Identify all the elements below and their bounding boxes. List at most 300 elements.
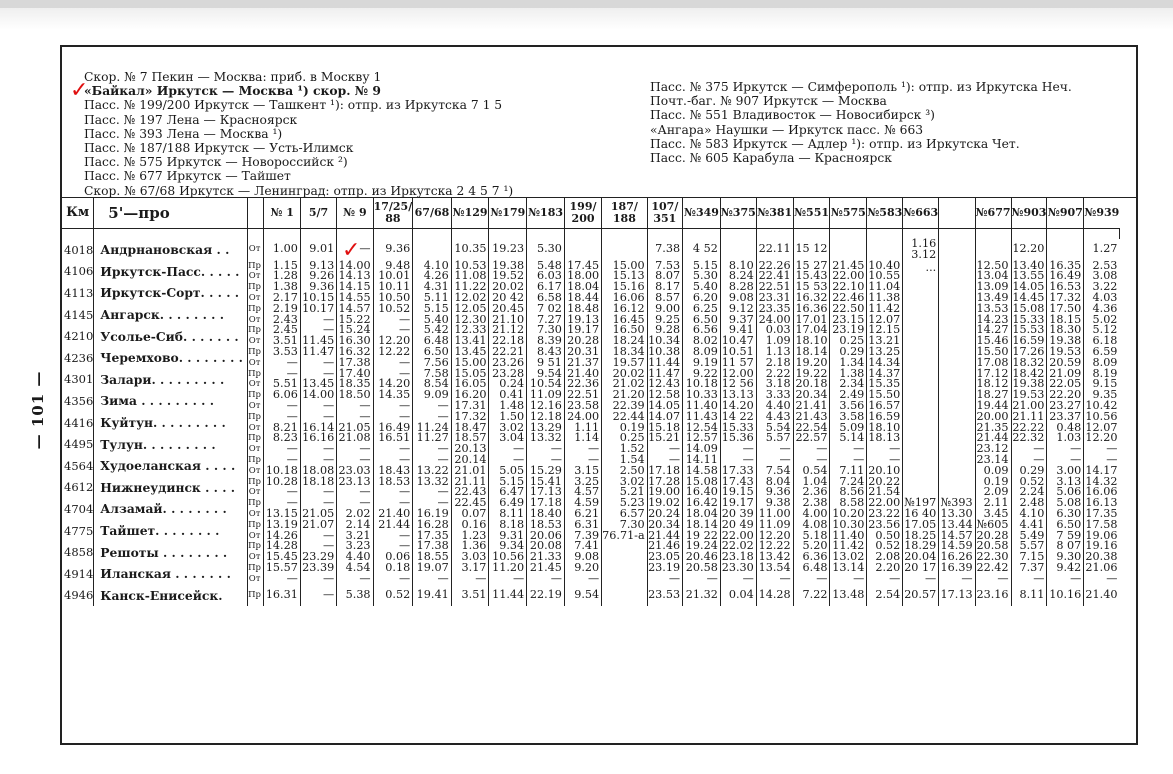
time-cell bbox=[720, 560, 756, 585]
time-cell bbox=[373, 390, 413, 412]
time-cell bbox=[564, 474, 601, 499]
time-value: 7.56 bbox=[423, 355, 449, 369]
time-value: — bbox=[1070, 442, 1082, 456]
time-cell bbox=[602, 517, 647, 542]
time-value: 1.54 bbox=[619, 452, 645, 466]
time-value: 7.37 bbox=[1019, 560, 1045, 574]
time-value: 0.18 bbox=[385, 560, 411, 574]
train-number-lower: 351 bbox=[653, 211, 677, 225]
spacer-cell bbox=[373, 229, 413, 240]
time-value: 18.48 bbox=[567, 301, 600, 315]
time-value: 11.27 bbox=[416, 431, 449, 445]
time-value: 10.55 bbox=[868, 269, 901, 283]
time-value: 8.09 bbox=[692, 344, 718, 358]
time-value: 20.46 bbox=[685, 550, 718, 564]
time-cell bbox=[373, 239, 413, 261]
time-value: — bbox=[359, 398, 371, 412]
time-value: 1.52 bbox=[619, 442, 645, 456]
time-value: 13.44 bbox=[940, 517, 973, 531]
time-cell bbox=[337, 541, 373, 563]
time-value: 3.51 bbox=[461, 587, 487, 601]
time-value: 8.43 bbox=[536, 344, 562, 358]
time-cell bbox=[602, 366, 647, 391]
time-value: 12.54 bbox=[685, 420, 718, 434]
note-line: «Байкал» Иркутск — Москва ¹) скор. № 9 bbox=[84, 83, 381, 99]
time-cell bbox=[300, 301, 336, 326]
time-value: 8.39 bbox=[536, 334, 562, 348]
time-value: — bbox=[323, 485, 335, 499]
time-value: 9.15 bbox=[1092, 377, 1118, 391]
time-cell bbox=[867, 325, 903, 347]
time-cell bbox=[903, 347, 939, 369]
time-value: 10.18 bbox=[685, 377, 718, 391]
time-value: 23.26 bbox=[492, 355, 525, 369]
time-cell bbox=[830, 452, 867, 477]
station-name: Иланская . . . . . . . bbox=[94, 563, 247, 585]
time-value: 7 59 bbox=[1056, 528, 1082, 542]
time-value: 1.00 bbox=[272, 242, 298, 256]
time-cell bbox=[602, 390, 647, 412]
marker-text: От bbox=[248, 244, 261, 255]
time-value: 23.31 bbox=[758, 290, 791, 304]
marker-text: Пр bbox=[248, 411, 261, 422]
marker-text: От bbox=[248, 444, 261, 455]
arrival-departure-marker bbox=[247, 261, 264, 283]
time-value: 7.22 bbox=[802, 587, 828, 601]
time-cell bbox=[720, 517, 756, 542]
time-value: — bbox=[668, 571, 681, 585]
time-cell bbox=[300, 390, 336, 412]
arrival-departure-marker bbox=[247, 325, 264, 347]
time-value: 16.14 bbox=[302, 420, 335, 434]
time-value: 9.01 bbox=[309, 242, 335, 256]
time-value: 22.22 bbox=[1012, 420, 1045, 434]
time-cell bbox=[564, 585, 601, 607]
time-value: 11.45 bbox=[302, 334, 335, 348]
time-value: 6.59 bbox=[1092, 344, 1118, 358]
train-notes bbox=[62, 47, 1136, 198]
time-value: 18.42 bbox=[1012, 366, 1045, 380]
time-cell bbox=[300, 433, 336, 455]
time-value: 10.56 bbox=[492, 550, 525, 564]
time-cell bbox=[939, 498, 975, 520]
time-cell bbox=[683, 560, 721, 585]
time-cell bbox=[720, 474, 756, 499]
time-value: 18.10 bbox=[795, 334, 828, 348]
time-value: — bbox=[359, 571, 371, 585]
time-value: 0.54 bbox=[802, 463, 828, 477]
time-cell bbox=[1047, 301, 1084, 326]
time-value: 15.22 bbox=[338, 312, 371, 326]
time-value: 19.57 bbox=[612, 355, 645, 369]
km-header: Км bbox=[62, 197, 94, 229]
time-value: 15.18 bbox=[648, 420, 681, 434]
time-cell bbox=[830, 498, 867, 520]
time-cell bbox=[647, 325, 682, 347]
time-value: 1.16 bbox=[911, 237, 937, 250]
time-value: 18.44 bbox=[567, 290, 600, 304]
time-cell bbox=[564, 282, 601, 304]
time-cell bbox=[903, 304, 939, 326]
time-cell bbox=[939, 517, 975, 542]
time-cell bbox=[903, 325, 939, 347]
marker-text: Пр bbox=[248, 282, 261, 293]
time-value: 19.23 bbox=[492, 242, 525, 256]
station-name: Залари. . . . . . . . . bbox=[94, 369, 247, 391]
time-value: 18.40 bbox=[529, 506, 562, 520]
time-value: 14.13 bbox=[338, 269, 371, 283]
time-cell bbox=[373, 409, 413, 434]
time-cell bbox=[413, 560, 451, 585]
time-cell bbox=[564, 560, 601, 585]
time-value: — bbox=[742, 452, 754, 466]
time-value: 2.19 bbox=[272, 301, 298, 315]
spacer-cell bbox=[683, 229, 721, 240]
time-value: 23.35 bbox=[758, 301, 791, 315]
spacer-cell bbox=[451, 229, 489, 240]
time-value: 18.57 bbox=[454, 431, 487, 445]
time-value: 7.41 bbox=[574, 539, 600, 553]
time-value: 22.19 bbox=[529, 587, 562, 601]
time-value: 16.35 bbox=[1049, 258, 1082, 272]
time-value: 12.20 bbox=[378, 334, 411, 348]
km-cell: 4301 bbox=[64, 372, 94, 387]
time-value: 5.23 bbox=[619, 496, 645, 510]
time-cell bbox=[489, 344, 527, 369]
time-value: 18.08 bbox=[302, 463, 335, 477]
time-cell bbox=[300, 560, 336, 585]
time-value: 5.20 bbox=[802, 539, 828, 553]
time-cell bbox=[300, 366, 336, 391]
time-value: 6.06 bbox=[272, 388, 298, 402]
time-cell bbox=[830, 258, 867, 283]
time-value: — bbox=[706, 571, 718, 585]
time-cell bbox=[903, 541, 939, 563]
time-value: 16.20 bbox=[454, 388, 487, 402]
marker-text: Пр bbox=[248, 562, 261, 573]
time-cell bbox=[903, 239, 939, 261]
time-cell bbox=[264, 301, 300, 326]
time-value: — bbox=[323, 496, 335, 510]
time-cell bbox=[527, 452, 565, 477]
train-number-header: №183 bbox=[527, 197, 565, 229]
time-value: 12.43 bbox=[648, 377, 681, 391]
time-cell bbox=[756, 560, 793, 585]
time-value: 10.53 bbox=[454, 258, 487, 272]
time-cell bbox=[903, 261, 939, 283]
time-cell bbox=[867, 344, 903, 369]
time-value: 5.05 bbox=[499, 463, 525, 477]
time-value: 9.37 bbox=[728, 312, 754, 326]
time-value: 5.18 bbox=[802, 528, 828, 542]
time-value: 21.40 bbox=[378, 506, 411, 520]
time-value: 14.15 bbox=[338, 280, 371, 294]
time-cell bbox=[830, 239, 867, 261]
train-number-header: 67/68 bbox=[413, 197, 451, 229]
time-value: 18.04 bbox=[567, 280, 600, 294]
time-cell bbox=[264, 560, 300, 585]
time-cell bbox=[300, 325, 336, 347]
time-value: 7.30 bbox=[536, 323, 562, 337]
time-cell bbox=[337, 452, 373, 477]
train-number-upper: 107/ bbox=[651, 199, 679, 213]
time-value: 6.49 bbox=[499, 496, 525, 510]
time-value: 2.53 bbox=[1092, 258, 1118, 272]
time-value: 21.41 bbox=[795, 398, 828, 412]
time-value: 5.40 bbox=[692, 280, 718, 294]
time-value: 13.32 bbox=[529, 431, 562, 445]
time-value: 17.08 bbox=[976, 355, 1009, 369]
time-value: 21.00 bbox=[1012, 398, 1045, 412]
time-value: 2.34 bbox=[839, 377, 865, 391]
time-cell bbox=[793, 325, 830, 347]
time-cell bbox=[602, 433, 647, 455]
time-value: 23.39 bbox=[302, 560, 335, 574]
station-name: Нижнеудинск . . . . bbox=[94, 477, 247, 499]
time-value: 19.17 bbox=[567, 323, 600, 337]
time-cell bbox=[337, 258, 373, 283]
time-value: 23.14 bbox=[976, 452, 1009, 466]
time-cell bbox=[602, 541, 647, 563]
time-value: 21.20 bbox=[612, 388, 645, 402]
time-value: 19.44 bbox=[976, 398, 1009, 412]
time-cell bbox=[683, 282, 721, 304]
time-value: 16.06 bbox=[612, 290, 645, 304]
time-value: — bbox=[668, 452, 681, 466]
time-value: 12.20 bbox=[758, 528, 791, 542]
time-cell bbox=[337, 498, 373, 520]
station-name: Канск-Енисейск. bbox=[94, 585, 247, 607]
time-value: 9.08 bbox=[574, 550, 600, 564]
time-cell bbox=[451, 239, 489, 261]
time-cell bbox=[1084, 585, 1120, 607]
time-value: 14.05 bbox=[1012, 280, 1045, 294]
station-name: Решоты . . . . . . . . bbox=[94, 541, 247, 563]
time-cell bbox=[903, 412, 939, 434]
time-cell bbox=[300, 344, 336, 369]
time-cell bbox=[489, 452, 527, 477]
time-value: — bbox=[587, 452, 600, 466]
time-value: — bbox=[323, 409, 335, 423]
time-cell bbox=[1047, 282, 1084, 304]
time-value: 0.06 bbox=[385, 550, 411, 564]
time-value: 15 27 bbox=[795, 258, 828, 272]
time-value: 12.57 bbox=[685, 431, 718, 445]
time-cell bbox=[1011, 325, 1047, 347]
time-cell bbox=[1011, 498, 1047, 520]
marker-text: От bbox=[248, 357, 261, 368]
time-cell bbox=[939, 541, 975, 563]
time-cell bbox=[1011, 390, 1047, 412]
time-value: 21.54 bbox=[868, 485, 901, 499]
time-cell bbox=[527, 498, 565, 520]
marker-text: От bbox=[248, 552, 261, 563]
time-cell bbox=[264, 541, 300, 563]
time-value: 22.41 bbox=[758, 269, 791, 283]
time-value: 17.04 bbox=[795, 323, 828, 337]
train-number-header: №663 bbox=[903, 197, 939, 229]
time-value: 9.20 bbox=[574, 560, 600, 574]
time-value: 8.23 bbox=[272, 431, 298, 445]
time-cell bbox=[1084, 517, 1120, 542]
arrival-departure-marker bbox=[247, 369, 264, 391]
time-value: 23.22 bbox=[868, 506, 901, 520]
time-value: — bbox=[475, 571, 487, 585]
time-value: 5.15 bbox=[499, 474, 525, 488]
time-value: 6.58 bbox=[536, 290, 562, 304]
time-cell bbox=[647, 498, 682, 520]
time-value: 16.12 bbox=[612, 301, 645, 315]
time-cell bbox=[720, 344, 756, 369]
time-value: 5.57 bbox=[765, 431, 791, 445]
time-cell bbox=[720, 366, 756, 391]
time-cell bbox=[1047, 366, 1084, 391]
km-cell: 4564 bbox=[64, 458, 94, 473]
time-value: 18.04 bbox=[685, 506, 718, 520]
time-value: 18.18 bbox=[302, 474, 335, 488]
time-cell bbox=[683, 541, 721, 563]
marker-text: Пр bbox=[248, 260, 261, 271]
time-value: 5.48 bbox=[536, 258, 562, 272]
time-cell bbox=[337, 325, 373, 347]
time-value: 10.33 bbox=[685, 388, 718, 402]
table-row bbox=[62, 520, 1136, 542]
time-cell bbox=[1011, 258, 1047, 283]
time-cell bbox=[337, 517, 373, 542]
time-value: 9 51 bbox=[536, 355, 562, 369]
time-cell bbox=[939, 369, 975, 391]
station-name: Андрнановская . . bbox=[94, 239, 247, 261]
time-value: 1.15 bbox=[272, 258, 298, 272]
time-cell bbox=[756, 409, 793, 434]
time-value: 8.02 bbox=[692, 334, 718, 348]
time-cell bbox=[647, 409, 682, 434]
time-cell bbox=[451, 366, 489, 391]
time-value: 14.23 bbox=[976, 312, 1009, 326]
time-value: 11.40 bbox=[685, 398, 718, 412]
time-cell bbox=[1011, 409, 1047, 434]
time-value: 19.52 bbox=[492, 269, 525, 283]
time-cell bbox=[527, 517, 565, 542]
time-value: — bbox=[1070, 452, 1082, 466]
time-value: 1.23 bbox=[461, 528, 487, 542]
time-value: 0.25 bbox=[839, 334, 865, 348]
time-value: — bbox=[437, 571, 449, 585]
time-value: 13.04 bbox=[976, 269, 1009, 283]
time-cell bbox=[602, 301, 647, 326]
time-cell bbox=[489, 498, 527, 520]
spacer-cell bbox=[975, 229, 1011, 240]
time-cell bbox=[975, 390, 1011, 412]
time-value: — bbox=[779, 452, 791, 466]
time-cell bbox=[300, 517, 336, 542]
note-line: Пасс. № 677 Иркутск — Тайшет bbox=[84, 169, 291, 184]
note-line: Пасс. № 197 Лена — Красноярск bbox=[84, 112, 298, 127]
time-value: 21.01 bbox=[454, 463, 487, 477]
time-value: 20.18 bbox=[795, 377, 828, 391]
time-cell bbox=[1084, 452, 1120, 477]
time-cell bbox=[939, 239, 975, 261]
km-cell: 4236 bbox=[64, 350, 94, 365]
time-value: — bbox=[286, 485, 298, 499]
train-number-header: №575 bbox=[830, 197, 867, 229]
time-cell bbox=[756, 541, 793, 563]
time-value: 21.10 bbox=[492, 312, 525, 326]
time-cell bbox=[720, 409, 756, 434]
arrival-departure-marker bbox=[247, 239, 264, 261]
station-name: Ангарск. . . . . . . . bbox=[94, 304, 247, 326]
time-cell bbox=[264, 282, 300, 304]
time-cell bbox=[683, 498, 721, 520]
time-value: 13.32 bbox=[416, 474, 449, 488]
time-value: 19.07 bbox=[416, 560, 449, 574]
time-cell bbox=[756, 282, 793, 304]
time-cell bbox=[527, 560, 565, 585]
time-value: 21.32 bbox=[685, 587, 718, 601]
time-value: 2.49 bbox=[839, 388, 865, 402]
time-value: 11.43 bbox=[685, 409, 718, 423]
time-value: 1.13 bbox=[765, 344, 791, 358]
time-value: 4.03 bbox=[1092, 290, 1118, 304]
time-value: 12.16 bbox=[529, 398, 562, 412]
time-value: 5.51 bbox=[272, 377, 298, 391]
time-value: 23.19 bbox=[832, 323, 865, 337]
time-cell bbox=[451, 344, 489, 369]
time-cell bbox=[793, 258, 830, 283]
time-cell bbox=[264, 239, 300, 261]
time-cell bbox=[1011, 301, 1047, 326]
time-value: 23.18 bbox=[721, 550, 754, 564]
time-cell bbox=[793, 282, 830, 304]
time-value: — bbox=[512, 571, 525, 585]
time-value: 5.11 bbox=[423, 290, 449, 304]
time-value: 20.02 bbox=[492, 280, 525, 294]
station-name: Иркутск-Пасс. . . . . bbox=[94, 261, 247, 283]
time-cell bbox=[337, 433, 373, 455]
time-value: 16.51 bbox=[378, 431, 411, 445]
time-value: 14.57 bbox=[940, 528, 973, 542]
time-cell bbox=[1047, 541, 1084, 563]
time-value: 14.34 bbox=[868, 355, 901, 369]
time-value: 12.05 bbox=[454, 301, 487, 315]
time-cell bbox=[720, 390, 756, 412]
time-cell bbox=[830, 409, 867, 434]
time-value: 22.21 bbox=[492, 344, 525, 358]
km-cell: 4704 bbox=[64, 501, 94, 516]
time-cell bbox=[830, 560, 867, 585]
time-value: 19.41 bbox=[416, 587, 449, 601]
time-cell bbox=[413, 258, 451, 283]
time-value: 7.15 bbox=[1019, 550, 1045, 564]
time-value: 9.41 bbox=[728, 323, 754, 337]
time-value: 17.58 bbox=[1085, 517, 1118, 531]
time-cell bbox=[830, 282, 867, 304]
time-value: 10.54 bbox=[529, 377, 562, 391]
time-value: 16.53 bbox=[1049, 280, 1082, 294]
time-value: 18.35 bbox=[338, 377, 371, 391]
time-value: 21.35 bbox=[976, 420, 1009, 434]
time-value: 2.14 bbox=[345, 517, 371, 531]
time-cell bbox=[830, 301, 867, 326]
time-cell bbox=[373, 498, 413, 520]
time-cell bbox=[867, 301, 903, 326]
time-cell bbox=[867, 282, 903, 304]
time-value: 19.13 bbox=[567, 312, 600, 326]
time-value: 2.24 bbox=[1019, 485, 1045, 499]
time-cell bbox=[264, 433, 300, 455]
time-value: — bbox=[399, 398, 411, 412]
time-cell bbox=[527, 301, 565, 326]
